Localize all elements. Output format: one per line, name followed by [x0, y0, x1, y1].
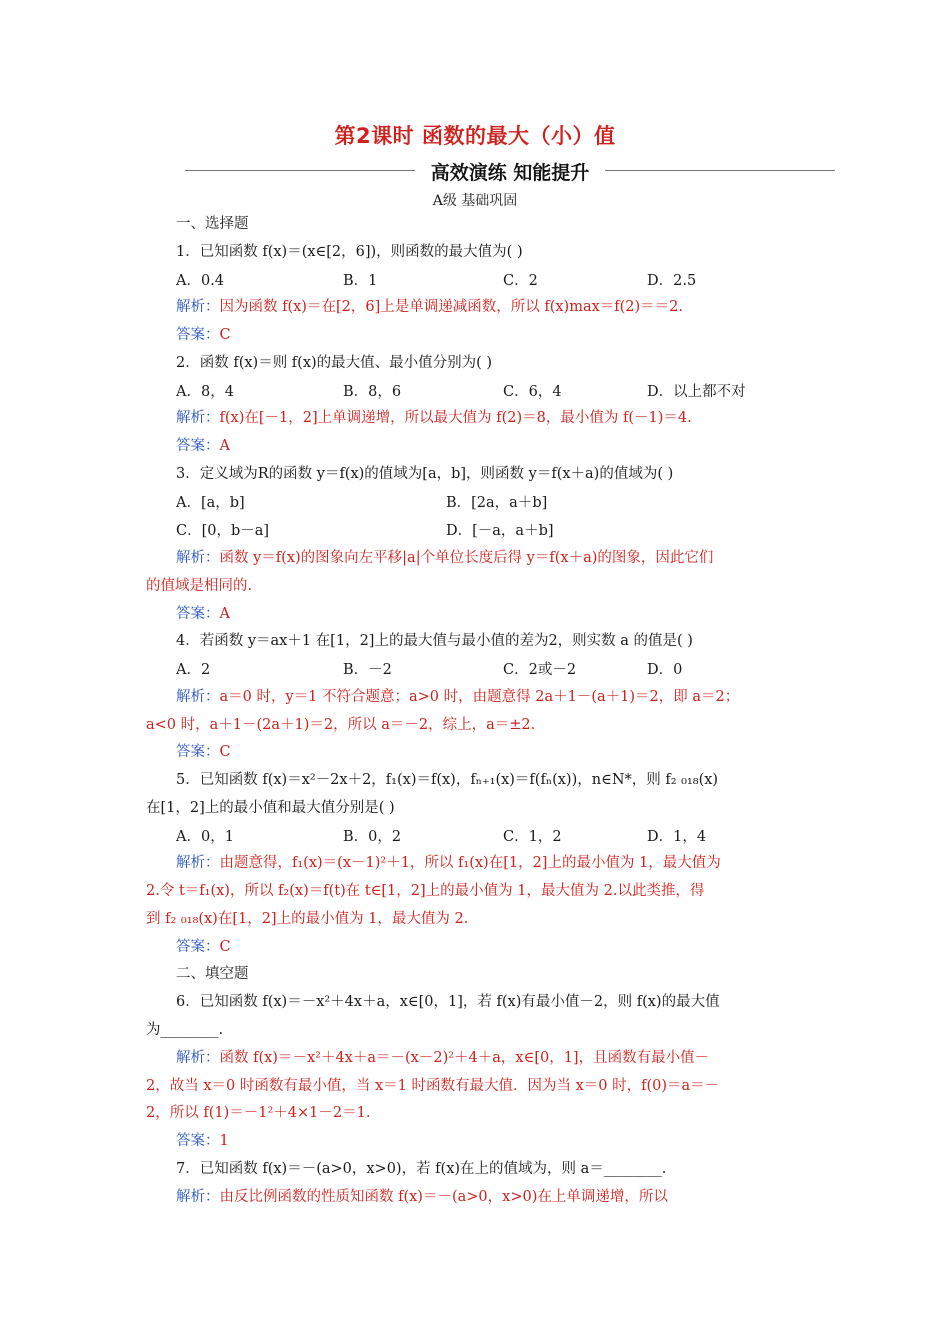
q2-option-b: B．8，6: [343, 384, 402, 400]
question-6-stem: 6．已知函数 f(x)＝－x²＋4x＋a，x∈[0，1]，若 f(x)有最小值－2，则 f(x)的最大值: [176, 994, 720, 1010]
analysis-text: a＝0 时，y＝1 不符合题意；a>0 时，由题意得 2a＋1－(a＋1)＝2，即 a＝2；: [219, 689, 740, 705]
question-5-stem: 5．已知函数 f(x)＝x²－2x＋2，f₁(x)＝f(x)，fₙ₊₁(x)＝f(fₙ(x))，n∈N*，则 f₂ ₀₁₈(x): [176, 772, 719, 788]
q2-option-c: C．6，4: [503, 384, 562, 400]
answer-label: 答案：: [176, 744, 220, 760]
q1-option-c: C．2: [503, 273, 538, 289]
question-3-stem: 3．定义域为R的函数 y＝f(x)的值域为[a，b]，则函数 y＝f(x＋a)的值域为( ): [176, 466, 674, 482]
analysis-label: 解析：: [176, 689, 220, 705]
answer-label: 答案：: [176, 1133, 220, 1149]
q5-analysis-cont2: 到 f₂ ₀₁₈(x)在[1，2]上的最小值为 1，最大值为 2.: [146, 911, 469, 927]
q4-option-d: D．0: [647, 662, 683, 678]
answer-value: C: [219, 327, 231, 343]
q4-analysis: [176, 686, 739, 708]
q5-answer: [176, 936, 231, 958]
q3-option-b: B．[2a，a＋b]: [446, 495, 548, 511]
q5-option-d: D．1，4: [647, 829, 707, 845]
question-1-stem: 1．已知函数 f(x)＝(x∈[2，6])，则函数的最大值为( ): [176, 244, 523, 260]
q6-analysis: [176, 1047, 709, 1069]
q5-option-b: B．0，2: [343, 829, 402, 845]
q4-option-a: A．2: [176, 662, 211, 678]
analysis-label: 解析：: [176, 1050, 220, 1066]
analysis-text: 函数 f(x)＝－x²＋4x＋a＝－(x－2)²＋4＋a，x∈[0，1]，且函数有最小值－: [219, 1050, 710, 1066]
q4-analysis-cont: a<0 时，a＋1－(2a＋1)＝2，所以 a＝－2，综上，a＝±2.: [146, 717, 536, 733]
q1-analysis: [176, 296, 683, 318]
page-title: 第2课时 函数的最大（小）值: [334, 124, 616, 148]
q2-answer: [176, 435, 230, 457]
analysis-text: 由反比例函数的性质知函数 f(x)＝－(a>0，x>0)在上单调递增，所以: [219, 1189, 668, 1205]
q4-option-b: B．－2: [343, 662, 392, 678]
answer-value: C: [219, 744, 231, 760]
q2-option-d: D．以上都不对: [647, 384, 746, 400]
q3-answer: [176, 603, 230, 625]
q1-answer: [176, 324, 231, 346]
q6-answer: [176, 1130, 229, 1152]
question-4-stem: 4．若函数 y＝ax＋1 在[1，2]上的最大值与最小值的差为2，则实数 a 的值是( ): [176, 633, 693, 649]
q3-option-c: C．[0，b－a]: [176, 523, 270, 539]
answer-label: 答案：: [176, 438, 220, 454]
q7-analysis: [176, 1186, 668, 1208]
analysis-text: 因为函数 f(x)＝在[2，6]上是单调递减函数，所以 f(x)max＝f(2)＝＝2.: [219, 299, 684, 315]
banner-text: 高效演练 知能提升: [430, 162, 590, 184]
q6-analysis-cont2: 2，所以 f(1)＝－1²＋4×1－2＝1.: [146, 1105, 371, 1121]
q5-analysis-cont: 2.令 t＝f₁(x)，所以 f₂(x)＝f(t)在 t∈[1，2]上的最小值为 1，最大值为 2.以此类推，得: [146, 883, 705, 899]
answer-label: 答案：: [176, 327, 220, 343]
question-7-stem: 7．已知函数 f(x)＝－(a>0，x>0)，若 f(x)在上的值域为，则 a＝________.: [176, 1161, 667, 1177]
q5-option-a: A．0，1: [176, 829, 234, 845]
analysis-text: 函数 y＝f(x)的图象向左平移|a|个单位长度后得 y＝f(x＋a)的图象，因此它们: [219, 550, 714, 566]
q6-analysis-cont: 2，故当 x＝0 时函数有最小值，当 x＝1 时函数有最大值．因为当 x＝0 时，f(0)＝a＝－: [146, 1078, 720, 1094]
analysis-label: 解析：: [176, 550, 220, 566]
q3-option-a: A．[a，b]: [176, 495, 245, 511]
q3-option-d: D．[－a，a＋b]: [446, 523, 554, 539]
q4-option-c: C．2或－2: [503, 662, 577, 678]
q2-analysis: [176, 407, 692, 429]
section-banner: [185, 158, 835, 184]
question-5-stem-cont: 在[1，2]上的最小值和最大值分别是( ): [146, 800, 395, 816]
analysis-text: 由题意得，f₁(x)＝(x－1)²＋1，所以 f₁(x)在[1，2]上的最小值为 1，最大值为: [219, 855, 721, 871]
question-2-stem: 2．函数 f(x)＝则 f(x)的最大值、最小值分别为( ): [176, 355, 493, 371]
answer-value: 1: [219, 1133, 229, 1149]
q1-option-b: B．1: [343, 273, 378, 289]
q4-answer: [176, 741, 231, 763]
q3-analysis: [176, 547, 713, 569]
answer-value: A: [219, 606, 230, 622]
analysis-label: 解析：: [176, 410, 220, 426]
answer-label: 答案：: [176, 606, 220, 622]
answer-value: C: [219, 939, 231, 955]
q5-analysis: [176, 852, 721, 874]
q1-option-a: A．0.4: [176, 273, 225, 289]
analysis-label: 解析：: [176, 855, 220, 871]
section-heading: 二、填空题: [176, 966, 249, 982]
q3-analysis-cont: 的值域是相同的.: [146, 578, 253, 594]
q1-option-d: D．2.5: [647, 273, 697, 289]
section-heading: 一、选择题: [176, 216, 249, 232]
level-heading: A级 基础巩固: [432, 193, 518, 209]
banner-rule-left: [185, 170, 415, 171]
banner-rule-right: [605, 170, 835, 171]
analysis-label: 解析：: [176, 1189, 220, 1205]
answer-value: A: [219, 438, 230, 454]
question-6-stem-cont: 为________.: [146, 1022, 224, 1038]
analysis-label: 解析：: [176, 299, 220, 315]
answer-label: 答案：: [176, 939, 220, 955]
q5-option-c: C．1，2: [503, 829, 562, 845]
analysis-text: f(x)在[－1，2]上单调递增，所以最大值为 f(2)＝8，最小值为 f(－1)＝4.: [219, 410, 692, 426]
q2-option-a: A．8，4: [176, 384, 234, 400]
